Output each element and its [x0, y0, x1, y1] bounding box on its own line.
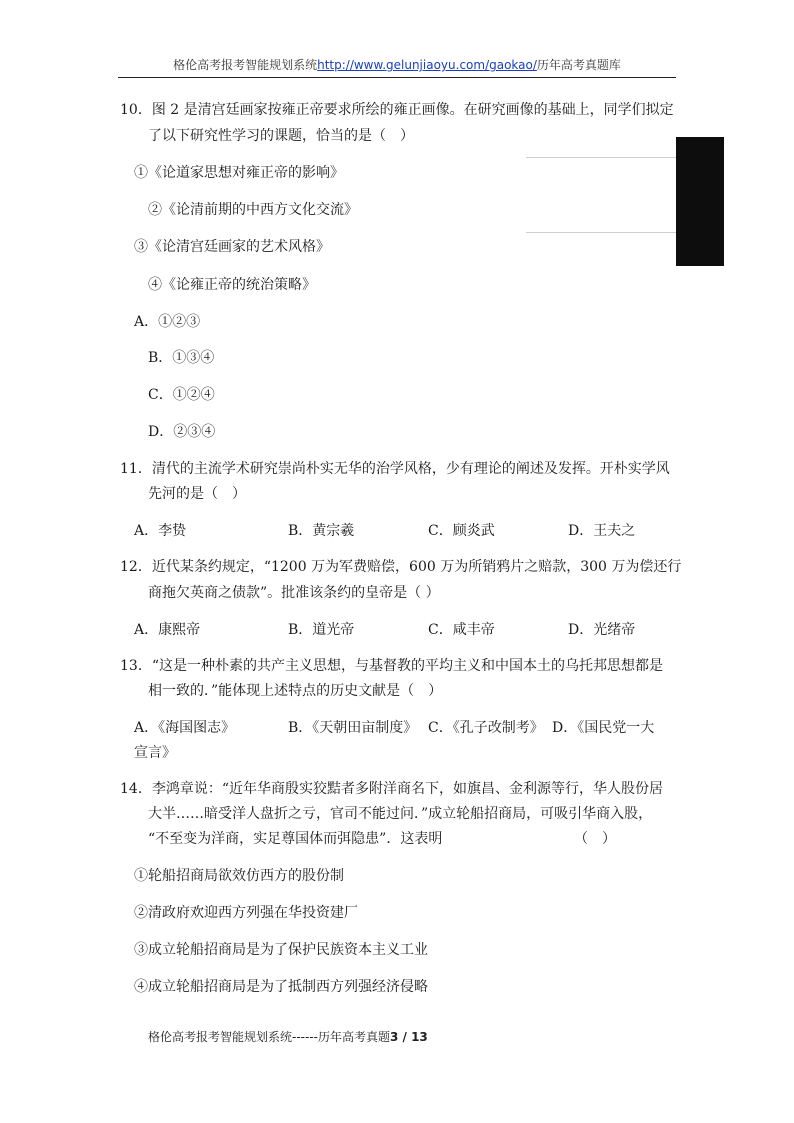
q12-option-c: C．咸丰帝: [428, 622, 495, 638]
q12-option-b: B．道光帝: [288, 622, 355, 638]
q10-option-d: D．②③④: [148, 424, 216, 440]
q12-line2: 商拖欠英商之债款”。批准该条约的皇帝是（ ）: [148, 585, 440, 601]
page-header: [118, 56, 676, 73]
q13-option-b: B．《天朝田亩制度》: [288, 720, 418, 736]
q10-line2: 了以下研究性学习的课题，恰当的是（ ）: [148, 128, 414, 144]
q11-option-a: A．李贽: [134, 523, 187, 539]
header-suffix: 历年高考真题库: [536, 58, 621, 72]
q13-option-d: D．《国民党一大: [552, 720, 655, 736]
footer-text: 格伦高考报考智能规划系统------历年高考真题: [148, 1030, 390, 1044]
q11-line1: 11．清代的主流学术研究崇尚朴实无华的治学风格，少有理论的阐述及发挥。开朴实学风: [120, 461, 670, 477]
q13-line2: 相一致的．”能体现上述特点的历史文献是（ ）: [148, 683, 443, 699]
q14-answer-paren: （ ）: [574, 831, 616, 847]
header-rule: [118, 77, 676, 78]
page-number: 3 / 13: [389, 1030, 428, 1044]
q10-item: ①《论道家思想对雍正帝的影响》: [134, 165, 344, 181]
q13-line1: 13．“这是一种朴素的共产主义思想，与基督教的平均主义和中国本土的乌托邦思想都是: [120, 658, 663, 674]
q10-item: ④《论雍正帝的统治策略》: [148, 277, 316, 293]
q14-item: ②清政府欢迎西方列强在华投资建厂: [134, 905, 358, 921]
q13-option-a: A．《海国图志》: [134, 720, 236, 736]
q14-line1: 14．李鸿章说：“近年华商殷实狡黠者多附洋商名下，如旗昌、金利源等行，华人股份居: [120, 781, 663, 797]
q10-option-a: A．①②③: [134, 314, 201, 330]
q10-line1: 10．图 2 是清宫廷画家按雍正帝要求所绘的雍正画像。在研究画像的基础上，同学们拟定: [120, 102, 674, 118]
q10-option-c: C．①②④: [148, 387, 215, 403]
q10-item: ②《论清前期的中西方文化交流》: [148, 202, 358, 218]
q10-option-b: B．①③④: [148, 350, 215, 366]
q14-item: ③成立轮船招商局是为了保护民族资本主义工业: [134, 942, 428, 958]
q11-option-d: D．王夫之: [568, 523, 636, 539]
q11-option-b: B．黄宗羲: [288, 523, 355, 539]
q14-line2: 大半……暗受洋人盘折之亏，官司不能过问．”成立轮船招商局，可吸引华商入股，: [148, 806, 653, 822]
q14-item: ④成立轮船招商局是为了抵制西方列强经济侵略: [134, 979, 428, 995]
q10-item: ③《论清宫廷画家的艺术风格》: [134, 239, 330, 255]
q12-line1: 12．近代某条约规定，“1200 万为军费赔偿，600 万为所销鸦片之赔款，300 万为偿还行: [120, 559, 682, 575]
divider-line: [526, 157, 676, 158]
q11-line2: 先河的是（ ）: [148, 486, 246, 502]
scan-black-block: [676, 137, 724, 266]
q12-option-a: A．康熙帝: [134, 622, 201, 638]
q14-item: ①轮船招商局欲效仿西方的股份制: [134, 868, 344, 884]
header-link[interactable]: http://www.gelunjiaoyu.com/gaokao/: [317, 58, 537, 72]
q14-line3: “不至变为洋商，实足尊国体而弭隐患”．这表明: [148, 831, 443, 847]
q13-option-d-cont: 宣言》: [134, 745, 176, 761]
divider-line: [526, 232, 676, 233]
q12-option-d: D．光绪帝: [568, 622, 636, 638]
q11-option-c: C．顾炎武: [428, 523, 495, 539]
q13-option-c: C．《孔子改制考》: [428, 720, 544, 736]
header-prefix: 格伦高考报考智能规划系统: [173, 58, 318, 72]
